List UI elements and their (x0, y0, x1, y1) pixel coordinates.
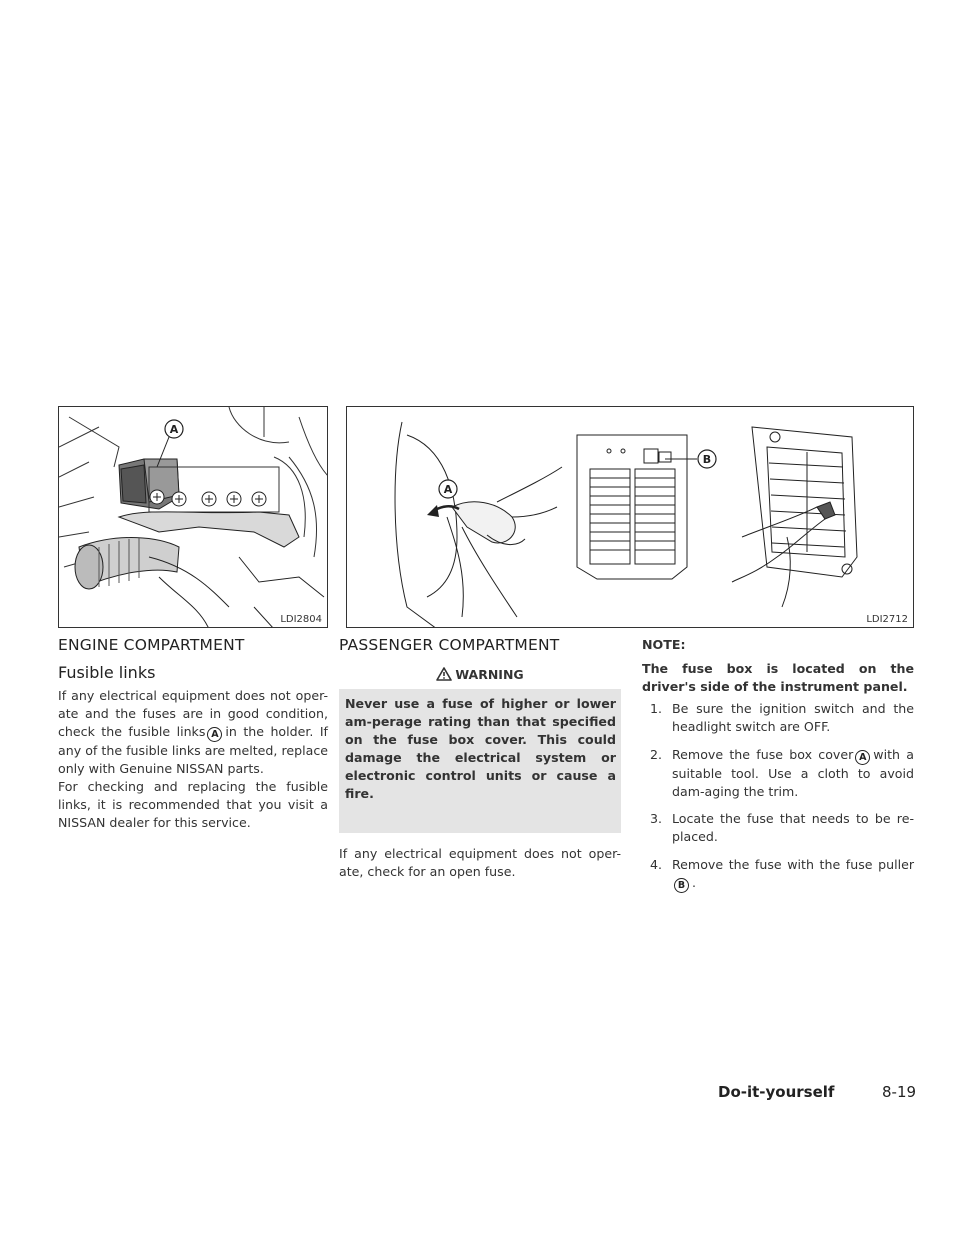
note-text: The fuse box is located on the driver's side of the instrument panel. (642, 661, 914, 694)
step-text (672, 856, 914, 893)
passenger-callout-a: A (443, 483, 453, 496)
figure-code: LDI2804 (280, 614, 322, 625)
step-2 (650, 746, 914, 804)
callout-a-icon: A (855, 750, 870, 765)
callout-b-icon: B (674, 878, 689, 893)
engine-paragraph-2: For checking and replacing the fusible links, it is recommended that you visit a NISSAN dealer for this service. (58, 779, 328, 830)
footer-section: Do-it-yourself (718, 1083, 835, 1101)
engine-section-title: ENGINE COMPARTMENT (58, 636, 245, 654)
passenger-compartment-figure (346, 406, 914, 628)
step-4 (650, 856, 914, 896)
step-number: 3. (650, 811, 663, 826)
warning-triangle-icon (436, 667, 452, 681)
step-3 (650, 810, 914, 850)
engine-p1-before: If any electrical equipment does not oper-ate and the fuses are in good condition, check the fusible links (58, 688, 328, 739)
step-2-before: Remove the fuse box cover (672, 747, 854, 762)
engine-callout-a: A (169, 423, 179, 436)
step-4-after: . (692, 875, 697, 890)
fuse-box (577, 435, 687, 579)
passenger-callout-b: B (702, 453, 712, 466)
step-1 (650, 700, 914, 740)
passenger-paragraph-1: If any electrical equipment does not oper-ate, check for an open fuse. (339, 846, 621, 879)
engine-p1-after: in the holder. If any of the fusible links are melted, replace only with Genuine NISSAN parts. (58, 724, 328, 776)
step-number: 1. (650, 701, 663, 716)
step-4-before: Remove the fuse with the fuse puller (672, 857, 914, 872)
passenger-section-title: PASSENGER COMPARTMENT (339, 636, 560, 654)
page-number: 8-19 (882, 1083, 917, 1101)
fusible-links-heading: Fusible links (58, 663, 156, 682)
note-label: NOTE: (642, 637, 686, 652)
engine-paragraph-1 (58, 687, 328, 778)
engine-compartment-figure (58, 406, 328, 628)
step-text (672, 746, 914, 801)
fuse-box-illustration (347, 407, 914, 628)
step-text: Be sure the ignition switch and the headlight switch are OFF. (672, 701, 914, 734)
step-2-after: with a suitable tool. Use a cloth to avoid dam-aging the trim. (672, 747, 914, 799)
step-number: 4. (650, 857, 663, 872)
warning-text: Never use a fuse of higher or lower am-perage rating than that specified on the fuse box cover. This could damage the electrical system or electronic control units or cause a fire. (339, 689, 621, 833)
warning-header (339, 662, 621, 688)
warning-label: WARNING (455, 667, 524, 682)
step-text: Locate the fuse that needs to be re-placed. (672, 811, 914, 844)
step-number: 2. (650, 747, 663, 762)
callout-a-icon: A (207, 727, 222, 742)
figure-code: LDI2712 (866, 614, 908, 625)
engine-illustration (59, 407, 328, 628)
warning-box (339, 662, 621, 833)
